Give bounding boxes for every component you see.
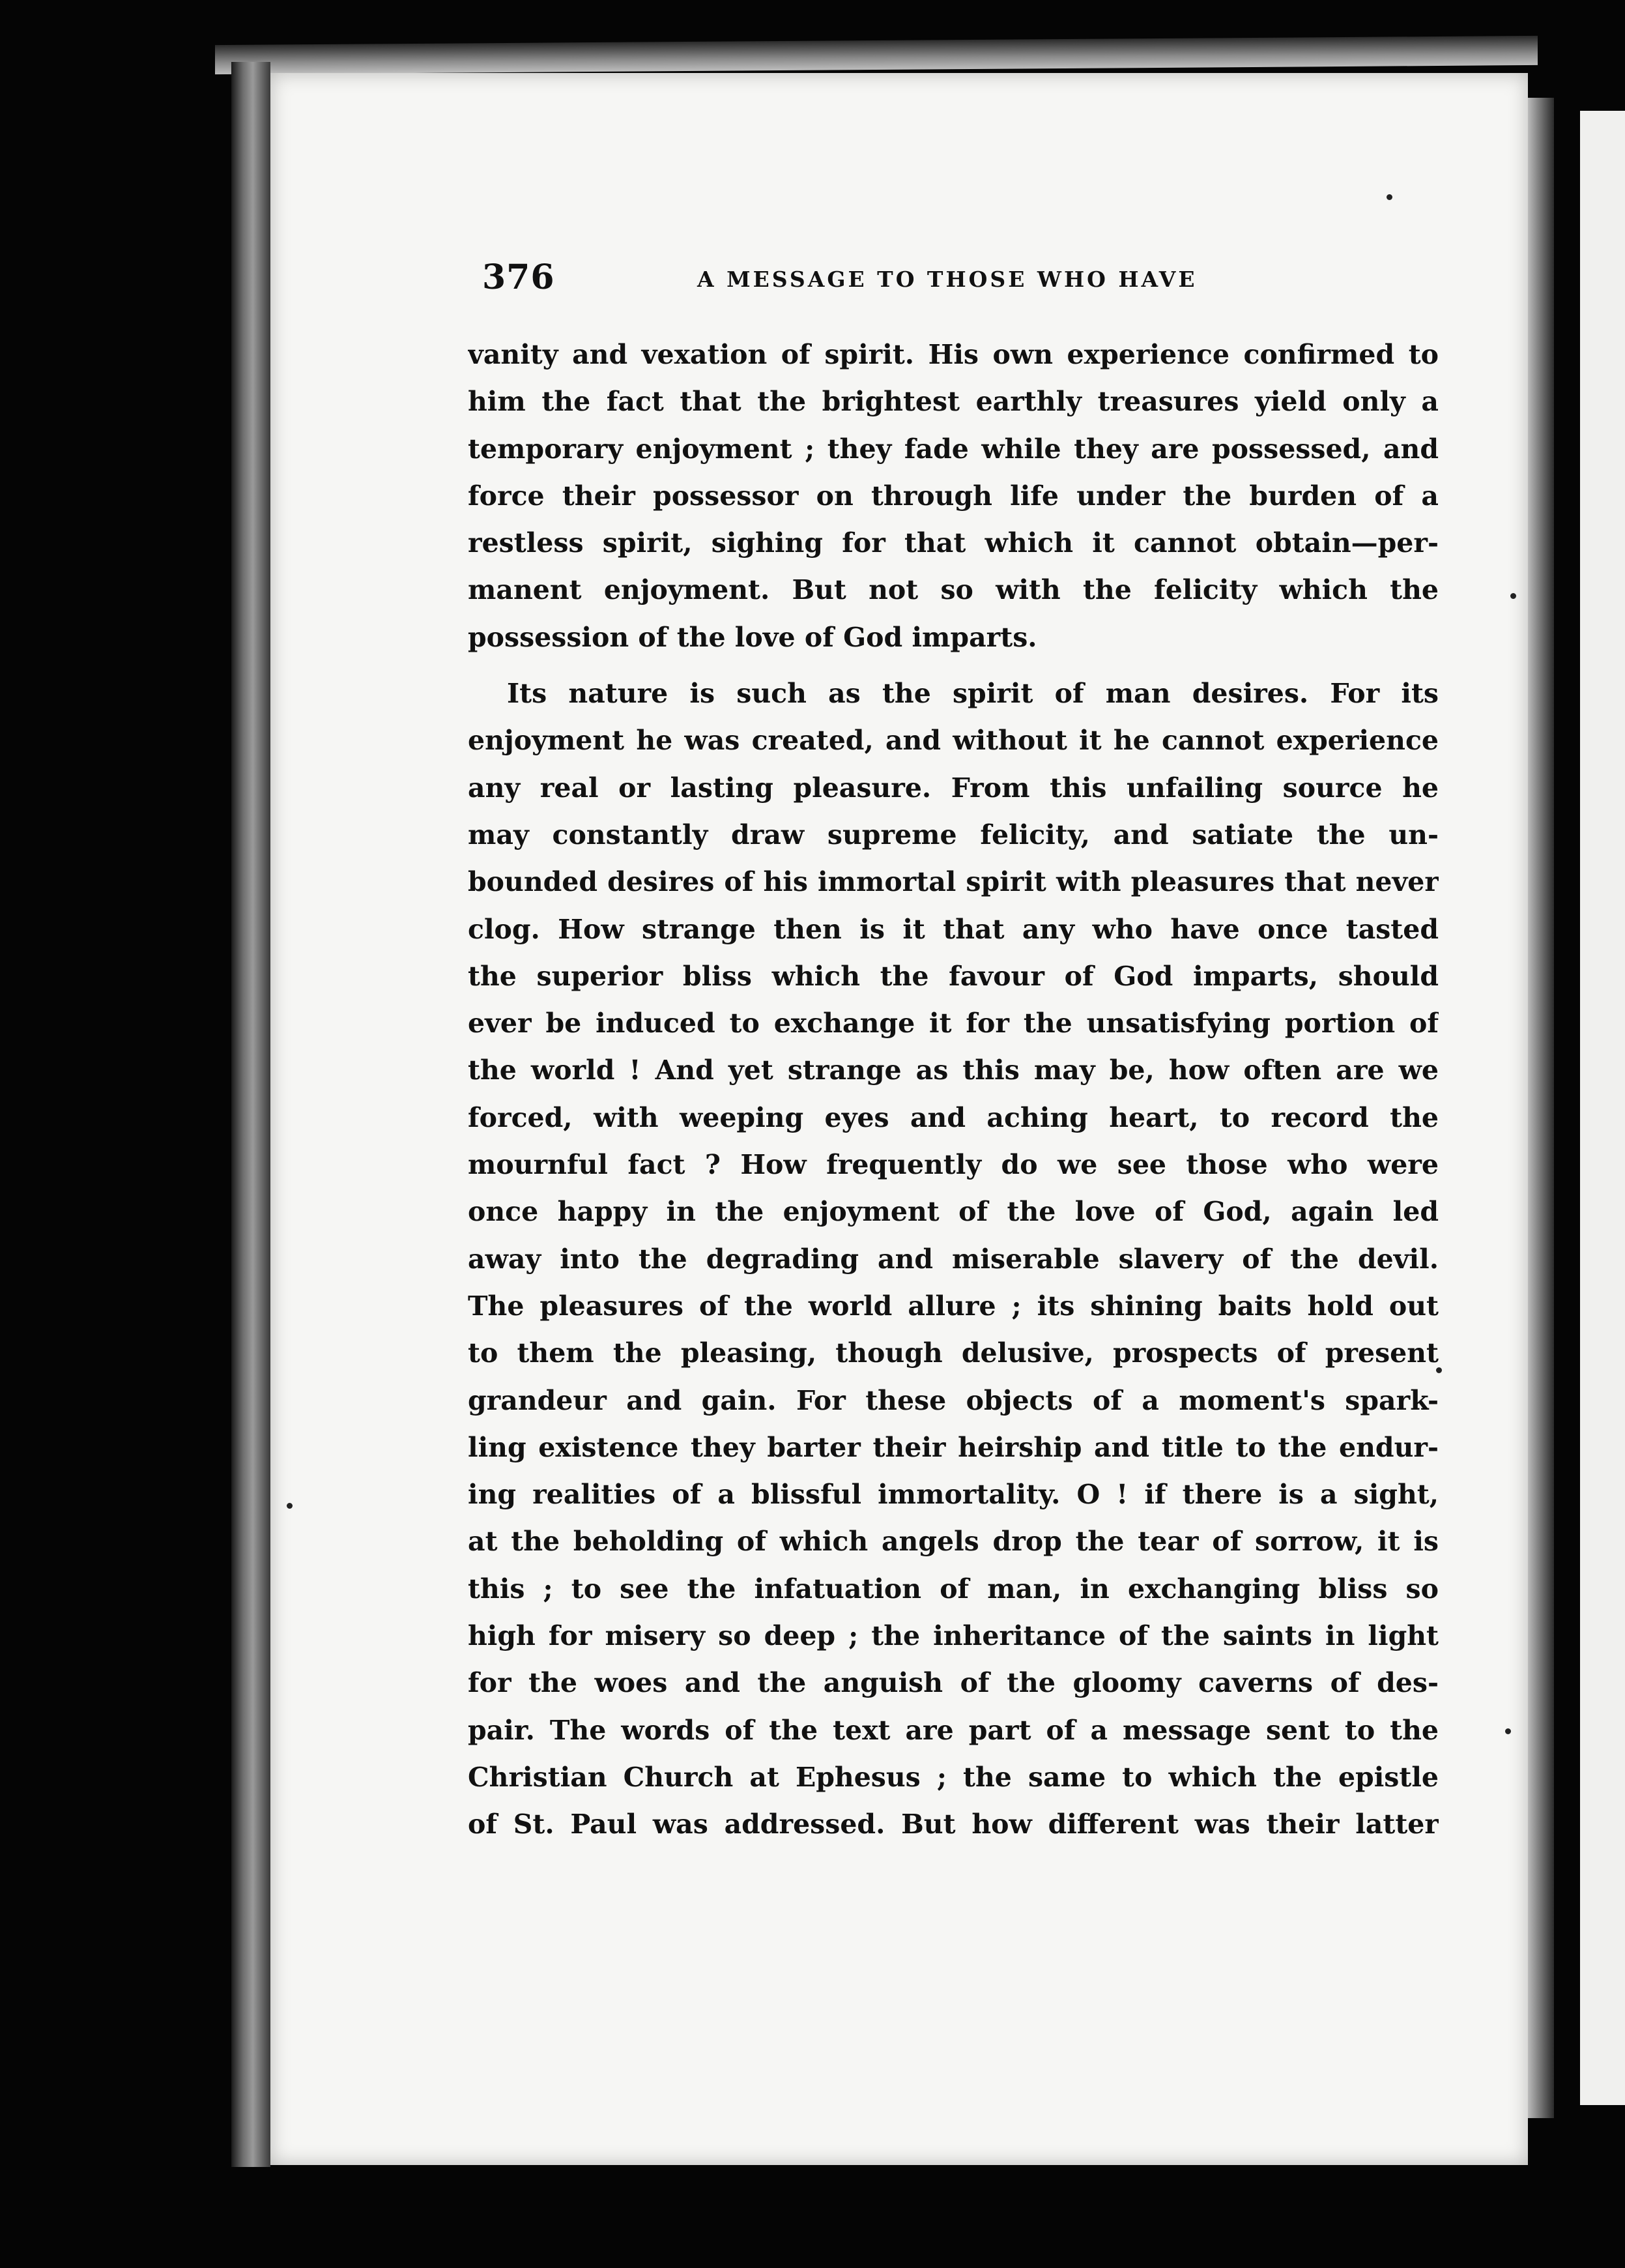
text-line: the world ! And yet strange as this may be, how often are we <box>468 1054 1439 1086</box>
text-line: clog. How strange then is it that any who have once tasted <box>468 913 1439 945</box>
text-line: pair. The words of the text are part of a message sent to the <box>468 1714 1439 1746</box>
text-line: enjoyment he was created, and without it he cannot experience <box>468 725 1439 757</box>
text-line: away into the degrading and miserable slavery of the devil. <box>468 1243 1439 1275</box>
text-line: restless spirit, sighing for that which it cannot obtain—per- <box>468 527 1439 559</box>
text-line: ing realities of a blissful immortality. O ! if there is a sight, <box>468 1479 1439 1511</box>
page-fore-edge-shadow <box>1528 98 1554 2118</box>
text-line: may constantly draw supreme felicity, and satiate the un- <box>468 819 1439 850</box>
page-header <box>482 257 1440 303</box>
text-line: this ; to see the infatuation of man, in exchanging bliss so <box>468 1573 1439 1605</box>
scan-speck <box>1505 1728 1511 1734</box>
paragraph-gap <box>468 661 1439 670</box>
text-line: to them the pleasing, though delusive, prospects of present <box>468 1337 1439 1369</box>
text-line: forced, with weeping eyes and aching heart, to record the <box>468 1101 1439 1133</box>
text-line: temporary enjoyment ; they fade while they are possessed, and <box>468 433 1439 465</box>
text-line: vanity and vexation of spirit. His own experience confirmed to <box>468 339 1439 370</box>
text-line: bounded desires of his immortal spirit with pleasures that never <box>468 866 1439 898</box>
text-line: for the woes and the anguish of the gloomy caverns of des- <box>468 1667 1439 1699</box>
text-line: of St. Paul was addressed. But how different was their latter <box>468 1809 1439 1840</box>
running-head: A MESSAGE TO THOSE WHO HAVE <box>697 267 1198 292</box>
text-line: any real or lasting pleasure. From this unfailing source he <box>468 772 1439 804</box>
text-line: possession of the love of God imparts. <box>468 621 1037 653</box>
text-line: manent enjoyment. But not so with the felicity which the <box>468 574 1439 606</box>
page-number: 376 <box>482 257 555 297</box>
text-line: force their possessor on through life under the burden of a <box>468 480 1439 512</box>
scan-speck <box>1510 593 1516 599</box>
text-line: the superior bliss which the favour of God imparts, should <box>468 960 1439 992</box>
book-spine-edge <box>231 62 270 2167</box>
text-line: ever be induced to exchange it for the unsatisfying portion of <box>468 1008 1439 1040</box>
text-line: once happy in the enjoyment of the love of God, again led <box>468 1196 1439 1228</box>
text-line: him the fact that the brightest earthly treasures yield only a <box>468 386 1439 418</box>
text-line: Its nature is such as the spirit of man desires. For its <box>507 678 1439 710</box>
text-line: grandeur and gain. For these objects of a moment's spark- <box>468 1384 1439 1416</box>
text-line: ling existence they barter their heirship and title to the endur- <box>468 1431 1439 1463</box>
facing-page-sliver <box>1580 111 1625 2105</box>
text-line: mournful fact ? How frequently do we see those who were <box>468 1149 1439 1181</box>
body-text <box>468 331 1439 1848</box>
paragraph <box>468 670 1439 1848</box>
book-top-edge <box>215 36 1538 74</box>
text-line: The pleasures of the world allure ; its shining baits hold out <box>468 1290 1439 1322</box>
scan-speck <box>287 1503 293 1509</box>
text-line: at the beholding of which angels drop the tear of sorrow, it is <box>468 1526 1439 1558</box>
text-line: high for misery so deep ; the inheritance of the saints in light <box>468 1620 1439 1652</box>
scan-speck <box>1387 194 1392 200</box>
text-line: Christian Church at Ephesus ; the same to which the epistle <box>468 1761 1439 1793</box>
paragraph <box>468 331 1439 661</box>
